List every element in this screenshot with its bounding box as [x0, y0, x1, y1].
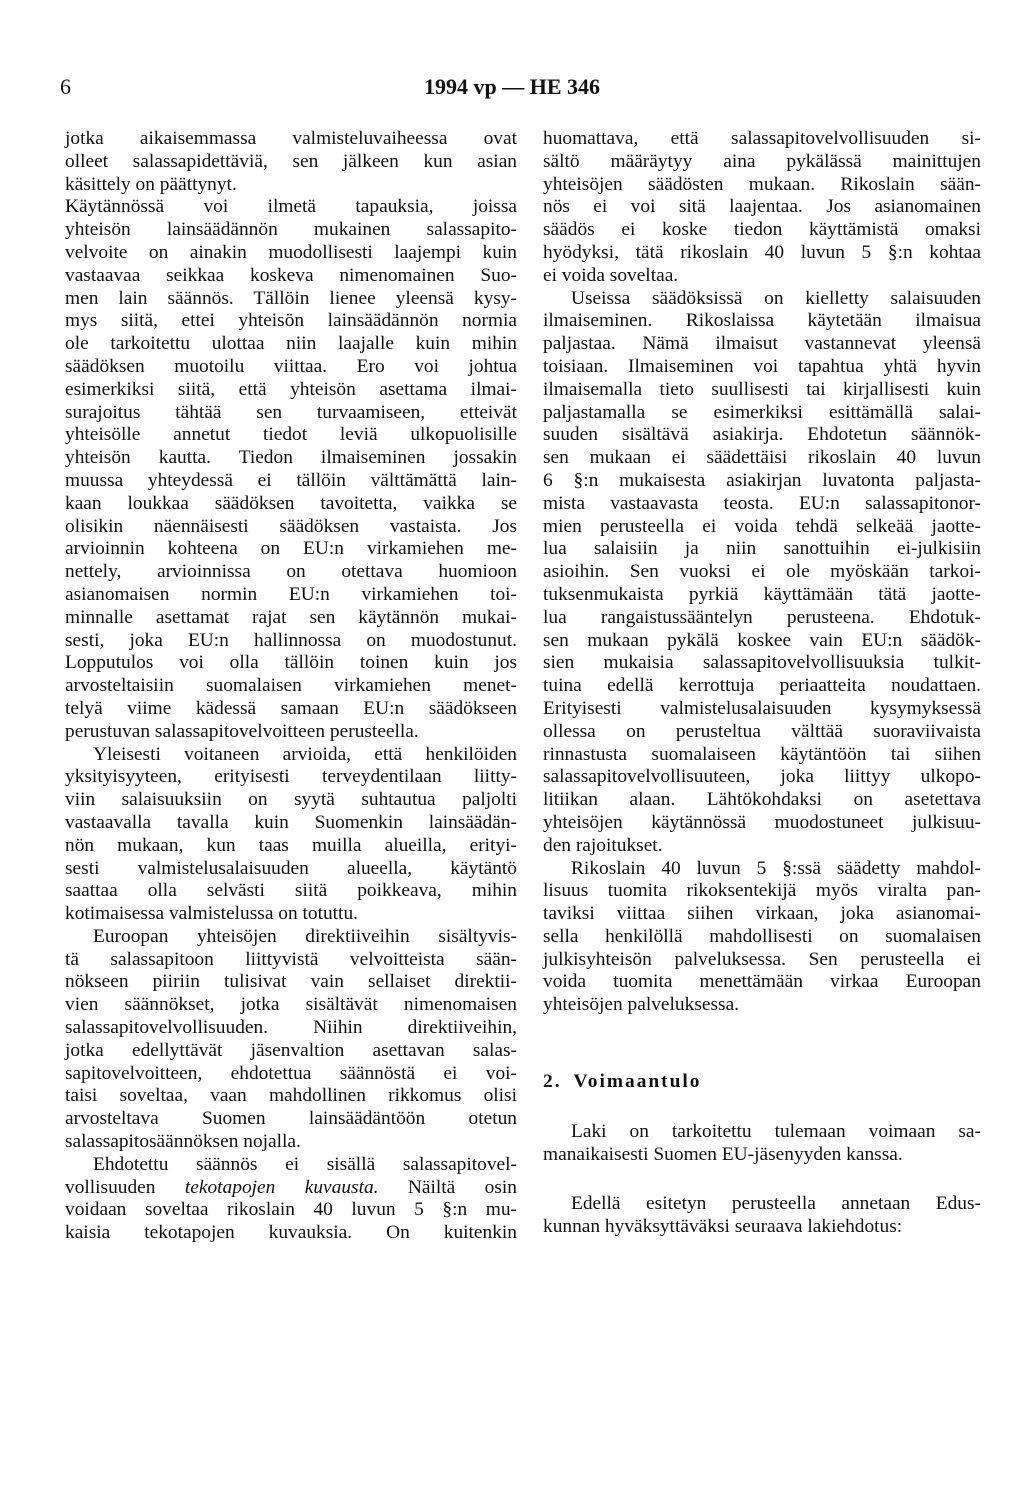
text-line: taisi soveltaa, vaan mahdollinen rikkomus olisi — [65, 1085, 517, 1107]
text-line: asioihin. Sen vuoksi ei ole myöskään tarkoi- — [543, 561, 981, 583]
text-line: ilmaisemalla tieto suullisesti tai kirjallisesti kuin — [543, 378, 981, 400]
section-title: Voimaantulo — [573, 1071, 702, 1093]
text-line: olleet salassapidettäviä, sen jälkeen kun asian — [65, 150, 517, 172]
text-line: salassapitovelvollisuuteen, joka liittyy ulkopo- — [543, 766, 981, 788]
text-line: yhteisöjen käytännössä muodostuneet julkisuu- — [543, 811, 981, 833]
text-line: hyödyksi, tätä rikoslain 40 luvun 5 §:n kohtaa — [543, 241, 981, 263]
text-line: vastaavaa seikkaa koskeva nimenomainen Suo- — [65, 264, 517, 286]
text-line: toisiaan. Ilmaiseminen voi tapahtua yhtä hyvin — [543, 355, 981, 377]
text-line: voida tuomita menettämään virkaa Euroopan — [543, 971, 981, 993]
text-line: Käytännössä voi ilmetä tapauksia, joissa — [65, 196, 517, 218]
text-line: Euroopan yhteisöjen direktiiveihin sisältyvis- — [93, 925, 517, 947]
text-line: ollessa on perusteltua välttää suoraviivaista — [543, 720, 981, 742]
text-line: säädös ei koske tiedon käyttämistä omaksi — [543, 219, 981, 241]
text-line: Rikoslain 40 luvun 5 §:ssä säädetty mahdol- — [571, 857, 981, 879]
text-line: sältö määräytyy aina pykälässä mainittujen — [543, 150, 981, 172]
text-line: paljastamalla se esimerkiksi esittämällä salai- — [543, 401, 981, 423]
text-line: suuden sisältävä asiakirja. Ehdotetun säännök- — [543, 424, 981, 446]
text-line: kaan loukkaa säädöksen tavoitetta, vaikka se — [65, 492, 517, 514]
text-line: yhteisöjen säädösten mukaan. Rikoslain sään- — [543, 173, 981, 195]
right-body-text — [543, 128, 981, 1017]
text-line: sen mukaan ei säädettäisi rikoslain 40 luvun — [543, 447, 981, 469]
text-line: käsittely on päättynyt. — [65, 173, 237, 195]
text-line — [65, 1177, 517, 1200]
text-line: olisikin näennäisesti säädöksen vastaista. Jos — [65, 515, 517, 537]
text-line: Edellä esitetyn perusteella annetaan Edus- — [571, 1193, 981, 1215]
text-line: Lopputulos voi olla tällöin toinen kuin jos — [65, 652, 517, 674]
section-number: 2. — [543, 1071, 562, 1093]
text-line: sesti, joka EU:n hallinnossa on muodostunut. — [65, 629, 517, 651]
text-line: nettely, arvioinnissa on otettava huomioon — [65, 561, 517, 583]
text-line: julkisyhteisön palveluksessa. Sen perusteella ei — [543, 948, 981, 970]
text-line: viin salaisuuksiin on syytä suhtautua paljolti — [65, 789, 517, 811]
text-line: arvioinnin kohteena on EU:n virkamiehen me- — [65, 538, 517, 560]
text-line: huomattava, että salassapitovelvollisuuden si- — [543, 128, 981, 149]
text-line: velvoite on ainakin muodollisesti laajempi kuin — [65, 241, 517, 263]
text-line: arvosteltaisiin suomalaisen virkamiehen menet- — [65, 675, 517, 697]
text-line: sen mukaan pykälä koskee vain EU:n säädök- — [543, 629, 981, 651]
text-line: Laki on tarkoitettu tulemaan voimaan sa- — [571, 1120, 981, 1142]
paragraph-effective-date — [543, 1121, 981, 1167]
text-line: esimerkiksi siitä, että yhteisön asettama ilmai- — [65, 378, 517, 400]
text-line: paljastaa. Nämä ilmaisut vastannevat yleensä — [543, 333, 981, 355]
text-line: litiikan alaan. Lähtökohdaksi on asetettava — [543, 789, 981, 811]
text-line: lua rangaistussääntelyn perusteena. Ehdotuk- — [543, 606, 981, 628]
page-number: 6 — [60, 74, 71, 99]
paragraph-proposal — [543, 1193, 981, 1239]
text-line: salassapitovelvollisuuden. Niihin direktiiveihin, — [65, 1017, 517, 1039]
text-line: mys siitä, ettei yhteisön lainsäädännön normia — [65, 310, 517, 332]
text-line: kaisia tekotapojen kuvauksia. On kuitenkin — [65, 1222, 517, 1244]
text-line: voidaan soveltaa rikoslain 40 luvun 5 §:n mu- — [65, 1199, 517, 1221]
right-column — [543, 128, 981, 1239]
italic-phrase: tekotapojen kuvausta. — [184, 1176, 379, 1198]
text-line: jotka aikaisemmassa valmisteluvaiheessa ovat — [65, 128, 517, 149]
text-line: muussa yhteydessä ei tällöin välttämättä lain- — [65, 469, 517, 491]
text-line: yhteisön kautta. Tiedon ilmaiseminen jossakin — [65, 447, 517, 469]
text-line: sesti valmistelusalaisuuden alueella, käytäntö — [65, 857, 517, 879]
text-line: mista vastaavasta teosta. EU:n salassapitonor- — [543, 492, 981, 514]
text-line: kotimaisessa valmistelussa on totuttu. — [65, 903, 358, 925]
text-line: mien perusteella ei voida tehdä selkeää jaotte- — [543, 515, 981, 537]
text-line: vien säännökset, jotka sisältävät nimenomaisen — [65, 994, 517, 1016]
text-line: asianomaisen normin EU:n virkamiehen toi- — [65, 583, 517, 605]
text-line: tuina edellä kerrottuja periaatteita noudattaen. — [543, 675, 981, 697]
text-line: yhteisöjen palveluksessa. — [543, 994, 740, 1016]
text-line: den rajoitukset. — [543, 834, 663, 856]
text-line: tä salassapitoon liittyvistä velvoitteista sään- — [65, 948, 517, 970]
text-line: yksityisyyteen, erityisesti terveydentilaan liitty- — [65, 766, 517, 788]
text-line: Useissa säädöksissä on kielletty salaisuuden — [571, 287, 981, 309]
running-head: 1994 vp — HE 346 — [423, 74, 601, 99]
text-line: Erityisesti valmistelusalaisuuden kysymyksessä — [543, 697, 981, 719]
text-line: rinnastusta suomalaiseen käytäntöön tai siihen — [543, 743, 981, 765]
text-line: säädöksen muotoilu viittaa. Ero voi johtua — [65, 355, 517, 377]
text-line: yhteisön lainsäädännön mukainen salassapito- — [65, 219, 517, 241]
text-line: surajoitus tähtää sen turvaamiseen, etteivät — [65, 401, 517, 423]
text-run: Näiltä osin — [378, 1176, 517, 1198]
text-line: tuksenmukaista pyrkiä käyttämään tätä jaotte- — [543, 583, 981, 605]
text-line: arvosteltava Suomen lainsäädäntöön otetun — [65, 1108, 517, 1130]
text-line: ei voida soveltaa. — [543, 264, 679, 286]
text-line: taviksi viittaa siihen virkaan, joka asianomai- — [543, 903, 981, 925]
text-line: salassapitosäännöksen nojalla. — [65, 1131, 301, 1153]
text-line: sella henkilöllä mahdollisesti on suomalaisen — [543, 925, 981, 947]
text-line: jotka edellyttävät jäsenvaltion asettavan salas- — [65, 1039, 517, 1061]
text-line: ole tarkoitettu ulottaa niin laajalle kuin mihin — [65, 333, 517, 355]
text-line: 6 §:n mukaisesta asiakirjan luvatonta paljasta- — [543, 469, 981, 491]
text-line: ilmaiseminen. Rikoslaissa käytetään ilmaisua — [543, 310, 981, 332]
left-column — [65, 128, 517, 1245]
text-line: nös ei voi sitä laajentaa. Jos asianomainen — [543, 196, 981, 218]
text-line: Yleisesti voitaneen arvioida, että henkilöiden — [93, 743, 517, 765]
text-line: men lain säännös. Tällöin lienee yleensä kysy- — [65, 287, 517, 309]
text-line: sapitovelvoitteen, ehdotettua säännöstä ei voi- — [65, 1062, 517, 1084]
text-line: sien mukaisia salassapitovelvollisuuksia tulkit- — [543, 652, 981, 674]
text-line: manaikaisesti Suomen EU-jäsenyyden kanssa. — [543, 1143, 903, 1165]
text-line: perustuvan salassapitovelvoitteen perusteella. — [65, 720, 419, 742]
text-line: Ehdotettu säännös ei sisällä salassapitovel- — [93, 1153, 517, 1175]
section-heading — [543, 1071, 981, 1094]
text-line: kunnan hyväksyttäväksi seuraava lakiehdotus: — [543, 1216, 903, 1238]
text-run: vollisuuden — [65, 1176, 185, 1198]
text-line: lua salaisiin ja niin sanottuihin ei-julkisiin — [543, 538, 981, 560]
text-line: vastaavalla tavalla kuin Suomenkin lainsäädän- — [65, 811, 517, 833]
text-line: minnalle asettamat rajat sen käytännön mukai- — [65, 606, 517, 628]
text-line: nökseen piiriin tulisivat vain sellaiset direktii- — [65, 971, 517, 993]
text-line: saattaa olla selvästi siitä poikkeava, mihin — [65, 880, 517, 902]
text-line: lisuus tuomita rikoksentekijä myös viralta pan- — [543, 880, 981, 902]
text-line: nön mukaan, kun taas muilla alueilla, erityi- — [65, 834, 517, 856]
text-line: telyä viime kädessä samaan EU:n säädökseen — [65, 697, 517, 719]
text-line: yhteisölle annetut tiedot leviä ulkopuolisille — [65, 424, 517, 446]
